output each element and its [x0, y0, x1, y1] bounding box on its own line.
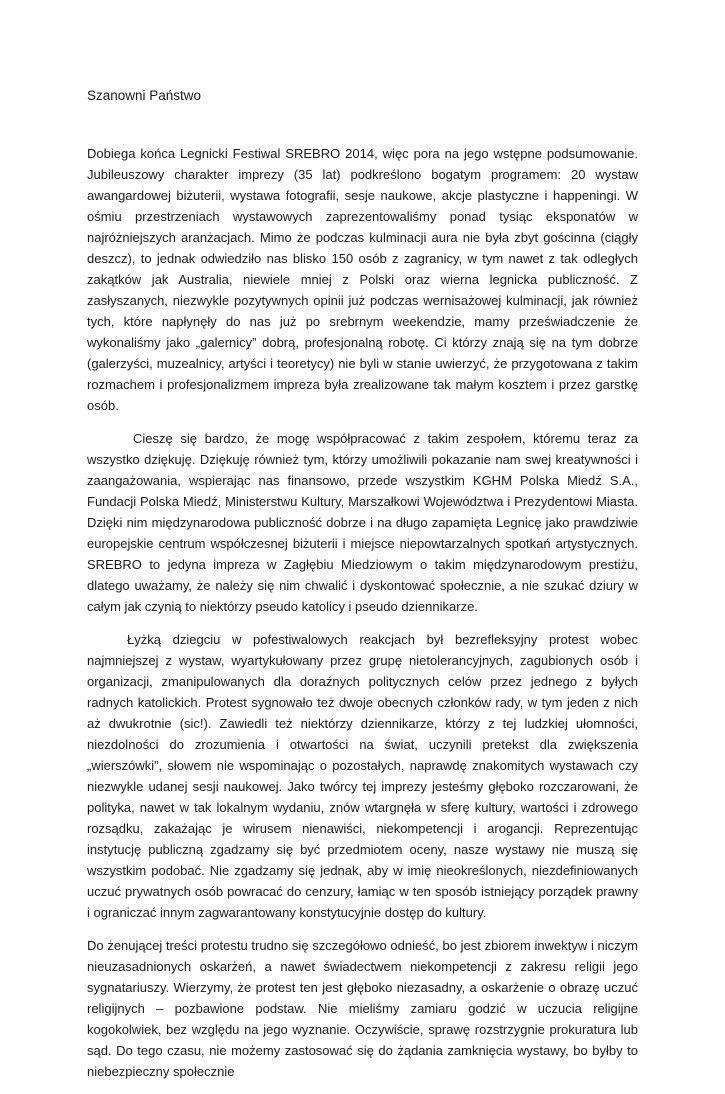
paragraph-protest: Łyżką dziegciu w pofestiwalowych reakcjach był bezrefleksyjny protest wobec najmniejszej z wystaw, wyartykułowany przez grupę nietolerancyjnych, zagubionych osób i organizacji, zmanipulowanych dla doraźnych politycznych celów przez jednego z byłych radnych katolickich. Protest sygnowało też dwoje obecnych członków rady, w tym jeden z nich aż dwukrotnie (sic!). Zawiedli też niektórzy dziennikarze, którzy z tej ludzkiej ułomności, niezdolności do zrozumienia i otwartości na świat, uczynili pretekst dla zwiększenia „wierszówki”, słowem nie wspominając o pozostałych, naprawdę znakomitych wystawach czy niezwykle udanej sesji naukowej. Jako twórcy tej imprezy jesteśmy głęboko rozczarowani, że polityka, nawet w tak lokalnym wydaniu, znów wtargnęła w sferę kultury, wartości i zdrowego rozsądku, zakażając je wirusem nienawiści, niekompetencji i arogancji. Reprezentując instytucję publiczną zgadzamy się być przedmiotem oceny, nasze wystawy nie muszą się wszystkim podobać. Nie zgadzamy się jednak, aby w imię nieokreślonych, niezdefiniowanych uczuć prywatnych osób powracać do cenzury, łamiąc w ten sposób istniejący porządek prawny i ograniczać innym zagwarantowany konstytucyjnie dostęp do kultury. [87, 632, 638, 920]
salutation: Szanowni Państwo [87, 88, 202, 103]
paragraph-response: Do żenującej treści protestu trudno się szczegółowo odnieść, bo jest zbiorem inwektyw i niczym nieuzasadnionych oskarżeń, a nawet świadectwem niekompetencji z zakresu religii jego sygnatariuszy. Wierzymy, że protest ten jest głęboko niezasadny, a oskarżenie o obrazę uczuć religijnych – pozbawione podstaw. Nie mieliśmy zamiaru godzić w uczucia religijne kogokolwiek, bez względu na jego wyznanie. Oczywiście, sprawę rozstrzygnie prokuratura lub sąd. Do tego czasu, nie możemy zastosować się do żądania zamknięcia wystawy, bo byłby to niebezpieczny społecznie [87, 938, 638, 1079]
letter-body [87, 143, 638, 1094]
paragraph-summary: Dobiega końca Legnicki Festiwal SREBRO 2014, więc pora na jego wstępne podsumowanie. Jubileuszowy charakter imprezy (35 lat) podkreślono bogatym programem: 20 wystaw awangardowej biżuterii, wystawa fotografii, sesje naukowe, akcje plastyczne i happeningi. W ośmiu przestrzeniach wystawowych zaprezentowaliśmy ponad tysiąc eksponatów w najróżniejszych aranżacjach. Mimo że podczas kulminacji aura nie była zbyt gościnna (ciągły deszcz), to jednak odwiedziło nas blisko 150 osób z zagranicy, w tym nawet z tak odległych zakątków jak Australia, niewiele mniej z Polski oraz wierna legnicka publiczność. Z zasłyszanych, niezwykle pozytywnych opinii już podczas wernisażowej kulminacji, jak również tych, które napłynęły do nas już po srebrnym weekendzie, mamy przeświadczenie że wykonaliśmy jako „galernicy” dobrą, profesjonalną robotę. Ci którzy znają się na tym dobrze (galerzyści, muzealnicy, artyści i teoretycy) nie byli w stanie uwierzyć, że przygotowana z takim rozmachem i profesjonalizmem impreza była zrealizowane tak małym kosztem i przez garstkę osób. [87, 146, 638, 413]
paragraph-thanks: Cieszę się bardzo, że mogę współpracować z takim zespołem, któremu teraz za wszystko dziękuję. Dziękuję również tym, którzy umożliwili pokazanie nam swej kreatywności i zaangażowania, wspierając nas finansowo, przede wszystkim KGHM Polska Miedź S.A., Fundacji Polska Miedź, Ministerstwu Kultury, Marszałkowi Województwa i Prezydentowi Miasta. Dzięki nim międzynarodowa publiczność dobrze i na długo zapamięta Legnicę jako prawdziwie europejskie centrum współczesnej biżuterii i miejsce niepowtarzalnych spotkań artystycznych. SREBRO to jedyna impreza w Zagłębiu Miedziowym o takim międzynarodowym prestiżu, dlatego uważamy, że należy się nim chwalić i dyskontować społecznie, a nie szukać dziury w całym jak czynią to niektórzy pseudo katolicy i pseudo dziennikarze. [87, 431, 638, 614]
